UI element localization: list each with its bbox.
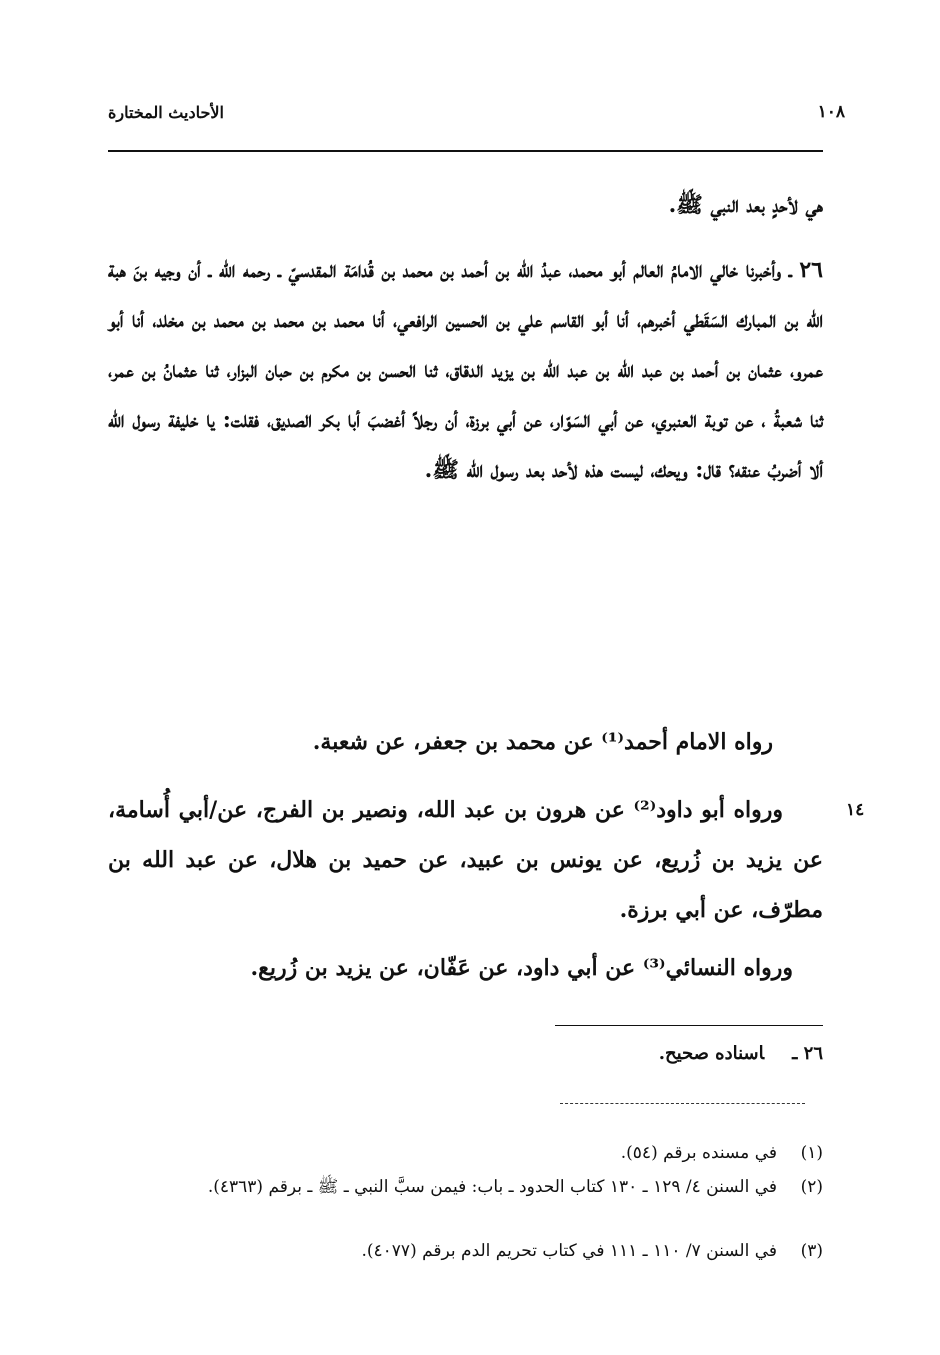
footnote-text: في مسنده برقم (٥٤). <box>620 1143 777 1163</box>
footnote <box>108 1238 823 1264</box>
riwaya-nasai: ورواه النسائي⁽³⁾ عن أبي داود، عن عَفّان، عن يزيد بن زُريع. <box>250 955 793 981</box>
notes-rule <box>555 1025 823 1026</box>
hadith-grade-note <box>659 1043 823 1064</box>
footnote-text: في السنن ٧/ ١١٠ ـ ١١١ في كتاب تحريم الدم برقم (٤٠٧٧). <box>361 1241 777 1261</box>
running-header-title: الأحاديث المختارة <box>108 103 224 122</box>
hadith-paragraph: ٢٦ ـ وأخبرنا خالي الامامُ العالم أبو محمد، عبدُ الله بن أحمد بن محمد بن قُدامَة المقدسيّ ـ رحمه الله ـ أن وجيه بنَ هبة الله بن المبارك السَقَطي أخبرهم، أنا أبو القاسم علي بن الحسين الرافعي، أنا محمد بن محمد بن محمد بن مخلد، أنا أبو عمرو، عثمان بن أحمد بن عبد الله بن عبد الله بن يزيد الدقاق، ثنا الحسن بن مكرم بن حبان البزار، ثنا عثمانُ بن عمر، ثنا شعبةُ ، عن توبة العنبري، عن أبي السَوّار، عن أبي برزة، أن رجلاً أغضبَ أبا بكر الصديق، فقلت: يا خليفة رسول الله ألا أضربُ عنقه؟ قال: ويحك، ليست هذه لأحد بعد رسول الله ﷺ. <box>108 257 823 483</box>
footnote-number: (١) <box>800 1143 823 1163</box>
continuation-line: هي لأحدٍ بعد النبي ﷺ. <box>668 192 823 218</box>
footnote <box>108 1174 823 1200</box>
riwaya-abu-dawud: ورواه أبو داود⁽²⁾ عن هرون بن عبد الله، ونصير بن الفرج، عن/أبي أُسامة، عن يزيد بن زُريع، عن يونس بن عبيد، عن حميد بن هلال، عن عبد الله بن مطرّف، عن أبي برزة. <box>108 797 823 923</box>
note-number: ٢٦ ـ <box>792 1043 823 1064</box>
footnote-number: (٣) <box>800 1241 823 1261</box>
footnote-separator <box>560 1103 805 1104</box>
page-number: ١٠٨ <box>817 102 845 122</box>
footnote <box>108 1140 823 1166</box>
header-rule <box>108 150 823 152</box>
footnote-number: (٢) <box>800 1177 823 1197</box>
footnote-text: في السنن ٤/ ١٢٩ ـ ١٣٠ كتاب الحدود ـ باب: فيمن سبَّ النبي ـ ﷺ ـ برقم (٤٣٦٣). <box>207 1177 777 1197</box>
riwaya-ahmad: رواه الامام أحمد⁽¹⁾ عن محمد بن جعفر، عن شعبة. <box>312 729 773 755</box>
note-text: اسناده صحيح. <box>658 1043 765 1064</box>
margin-number: ١٤ <box>846 800 865 820</box>
